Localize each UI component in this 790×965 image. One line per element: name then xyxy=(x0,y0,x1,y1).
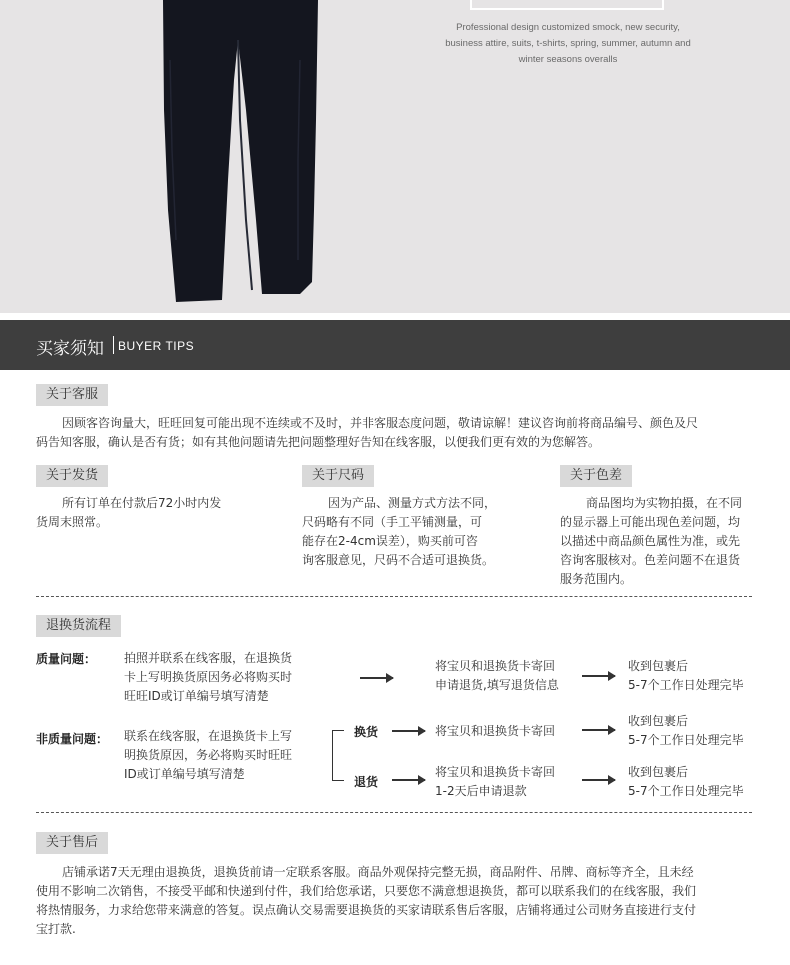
text-line: 货周末照常。 xyxy=(36,515,109,529)
color-tag: 关于色差 xyxy=(560,465,632,487)
arrow-icon xyxy=(360,677,393,679)
customer-service-text xyxy=(36,414,756,452)
text-line: 旺旺ID或订单编号填写清楚 xyxy=(124,689,269,703)
text-line: 卡上写明换货原因务必将购买时 xyxy=(124,670,293,684)
text-line: 能存在2-4cm误差），购买前可咨 xyxy=(302,534,478,548)
after-sales-text xyxy=(36,863,756,939)
quality-issue-text xyxy=(124,649,324,706)
caption-line: business attire, suits, t-shirts, spring, summer, autumn and xyxy=(445,38,691,49)
bracket-bottom xyxy=(332,780,344,781)
arrow-icon xyxy=(582,779,615,781)
exchange-label: 换货 xyxy=(354,725,379,739)
frame-decoration xyxy=(470,0,664,10)
text-line: 的显示器上可能出现色差问题，均 xyxy=(560,515,741,529)
dashed-divider xyxy=(36,812,752,813)
size-text xyxy=(302,494,522,570)
customer-service-tag: 关于客服 xyxy=(36,384,108,406)
arrow-icon xyxy=(392,779,425,781)
text-line: 将宝贝和退换货卡寄回 xyxy=(435,659,556,673)
returns-tag: 退换货流程 xyxy=(36,615,121,637)
text-line: 将热情服务，力求给您带来满意的答复。误点确认交易需要退换货的买家请联系售后客服，店铺将通过公司财务直接进行支付 xyxy=(36,903,697,917)
text-line: 咨询客服核对。色差问题不在退货 xyxy=(560,553,741,567)
text-line: 收到包裹后 xyxy=(628,659,689,673)
dashed-divider xyxy=(36,596,752,597)
color-text xyxy=(560,494,760,589)
text-line: 询客服意见，尺码不合适可退换货。 xyxy=(302,553,495,567)
text-line: 以描述中商品颜色属性为准，或先 xyxy=(560,534,741,548)
size-tag: 关于尺码 xyxy=(302,465,374,487)
text-line: 宝打款. xyxy=(36,922,76,936)
text-line: 商品图均为实物拍摄，在不同 xyxy=(586,496,743,510)
refund-step2 xyxy=(435,763,585,801)
text-line: 1-2天后申请退款 xyxy=(435,784,527,798)
product-caption xyxy=(418,20,718,68)
text-line: 联系在线客服，在退换货卡上写 xyxy=(124,729,293,743)
shipping-text xyxy=(36,494,256,532)
caption-line: Professional design customized smock, new security, xyxy=(456,22,680,33)
text-line: 5-7个工作日处理完毕 xyxy=(628,784,744,798)
bracket-top xyxy=(332,730,344,731)
caption-line: winter seasons overalls xyxy=(518,54,618,65)
refund-label: 退货 xyxy=(354,775,379,789)
bracket-line xyxy=(332,730,333,780)
text-line: ID或订单编号填写清楚 xyxy=(124,767,245,781)
product-photo-area xyxy=(0,0,790,313)
non-quality-issue-label: 非质量问题： xyxy=(36,732,109,746)
buyer-tips-banner xyxy=(0,320,790,370)
banner-divider xyxy=(113,336,114,354)
text-line: 收到包裹后 xyxy=(628,714,689,728)
quality-step2 xyxy=(435,657,585,695)
text-line: 因为产品、测量方式方法不同， xyxy=(328,496,497,510)
text-line: 5-7个工作日处理完毕 xyxy=(628,678,744,692)
arrow-icon xyxy=(392,730,425,732)
banner-title-en: BUYER TIPS xyxy=(118,339,195,353)
text-line: 申请退货,填写退货信息 xyxy=(435,678,559,692)
text-line: 拍照并联系在线客服，在退换货 xyxy=(124,651,293,665)
arrow-icon xyxy=(582,729,615,731)
text-line: 服务范围内。 xyxy=(560,572,633,586)
after-sales-tag: 关于售后 xyxy=(36,832,108,854)
refund-step3 xyxy=(628,763,758,801)
text-line: 店铺承诺7天无理由退换货，退换货前请一定联系客服。商品外观保持完整无损，商品附件、吊牌、商标等齐全，且未经 xyxy=(62,865,694,879)
arrow-icon xyxy=(582,675,615,677)
banner-title-cn: 买家须知 xyxy=(36,339,104,359)
text-line: 将宝贝和退换货卡寄回 xyxy=(435,724,556,738)
text-line: 码告知客服，确认是否有货；如有其他问题请先把问题整理好告知在线客服，以便我们更有效的为您解答。 xyxy=(36,435,601,449)
quality-issue-label: 质量问题： xyxy=(36,652,97,666)
exchange-step3 xyxy=(628,712,758,750)
shipping-tag: 关于发货 xyxy=(36,465,108,487)
text-line: 5-7个工作日处理完毕 xyxy=(628,733,744,747)
quality-step3 xyxy=(628,657,758,695)
non-quality-issue-text xyxy=(124,727,314,784)
text-line: 所有订单在付款后72小时内发 xyxy=(62,496,222,510)
text-line: 尺码略有不同（手工平铺测量，可 xyxy=(302,515,483,529)
text-line: 因顾客咨询量大，旺旺回复可能出现不连续或不及时，并非客服态度问题，敬请谅解！建议咨询前将商品编号、颜色及尺 xyxy=(62,416,699,430)
text-line: 使用不影响二次销售，不接受平邮和快递到付件，我们给您承诺，只要您不满意想退换货，都可以联系我们的在线客服，我们 xyxy=(36,884,697,898)
text-line: 将宝贝和退换货卡寄回 xyxy=(435,765,556,779)
text-line: 收到包裹后 xyxy=(628,765,689,779)
text-line: 明换货原因，务必将购买时旺旺 xyxy=(124,748,293,762)
exchange-step2 xyxy=(435,722,585,741)
